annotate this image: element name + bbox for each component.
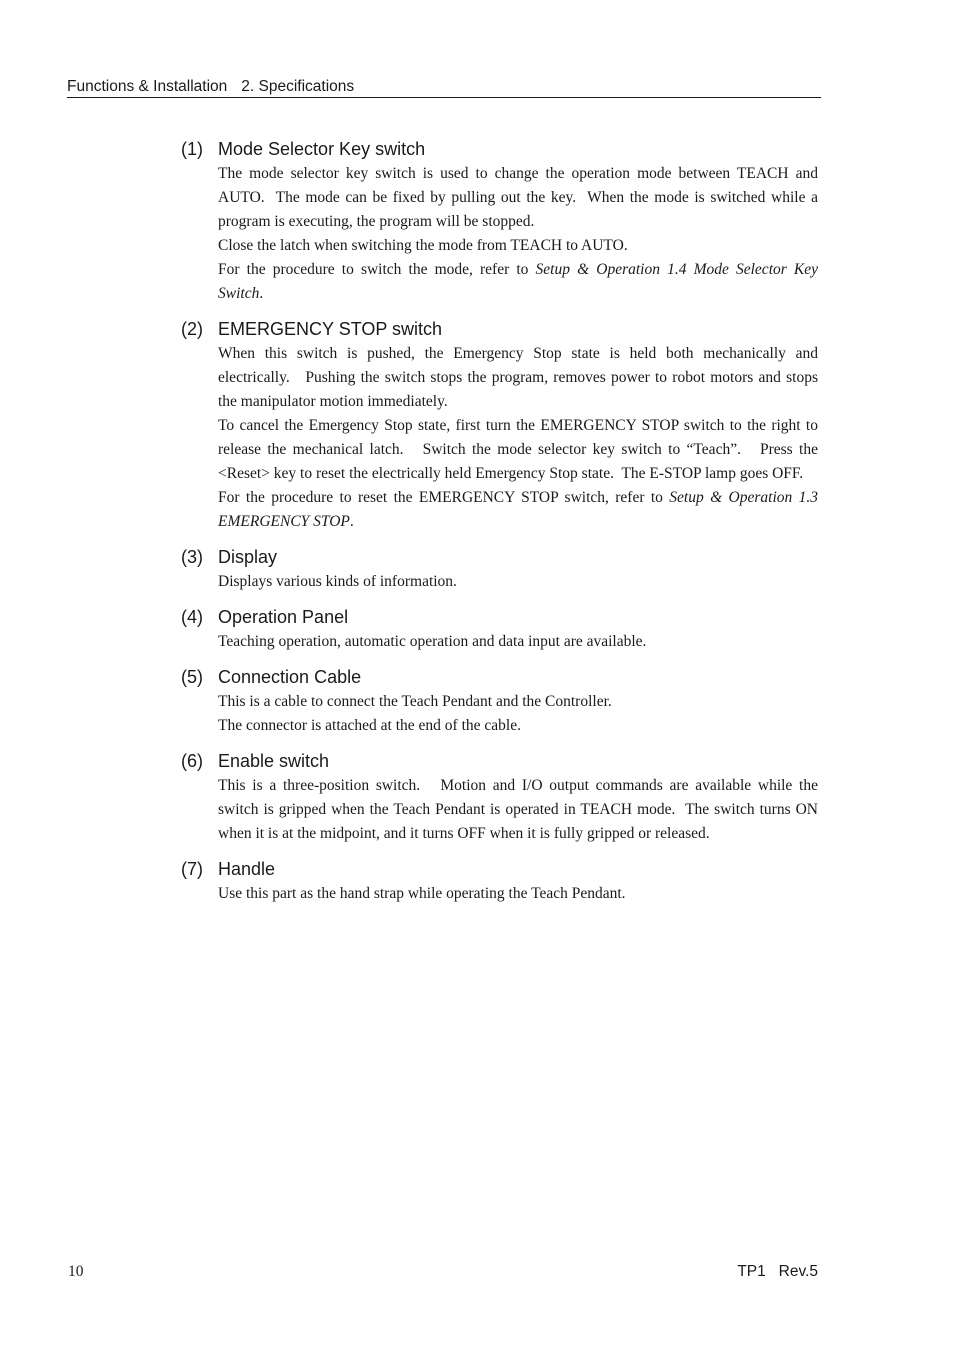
paragraph: Teaching operation, automatic operation and data input are available.	[218, 633, 647, 650]
section-heading	[181, 604, 818, 630]
section-enable-switch	[181, 748, 818, 846]
page-number: 10	[68, 1263, 84, 1280]
section-body	[218, 570, 818, 594]
section-body	[218, 690, 818, 738]
document-revision: TP1 Rev.5	[737, 1263, 818, 1280]
section-body	[218, 630, 818, 654]
section-body	[218, 882, 818, 906]
manual-reference: Setup & Operation 1.3 EMERGENCY STOP	[218, 489, 818, 530]
paragraph: The mode selector key switch is used to change the operation mode between TEACH and AUTO. The mode can be fixed by pulling out the key. When the mode is switched while a program is executing, the program will be stopped.	[218, 165, 818, 230]
section-heading	[181, 856, 818, 882]
section-title: Handle	[218, 859, 276, 879]
paragraph: When this switch is pushed, the Emergency Stop state is held both mechanically and electrically. Pushing the switch stops the program, removes power to robot motors and stops the manipulator motion immediately.	[218, 345, 818, 410]
section-handle	[181, 856, 818, 906]
section-body	[218, 162, 818, 306]
section-title: Connection Cable	[218, 667, 362, 687]
section-heading	[181, 664, 818, 690]
section-number: (3)	[181, 547, 203, 567]
section-number: (5)	[181, 667, 203, 687]
section-connection-cable	[181, 664, 818, 738]
header-section: Functions & Installation	[67, 78, 228, 95]
section-number: (1)	[181, 139, 203, 159]
reference-tail: .	[259, 285, 264, 302]
section-body	[218, 774, 818, 846]
paragraph: Displays various kinds of information.	[218, 573, 457, 590]
section-number: (7)	[181, 859, 203, 879]
paragraph: The connector is attached at the end of the cable.	[218, 717, 521, 734]
running-header	[67, 77, 821, 98]
section-mode-selector-key-switch	[181, 136, 818, 306]
section-number: (4)	[181, 607, 203, 627]
header-chapter: 2. Specifications	[241, 78, 355, 95]
section-title: Display	[218, 547, 278, 567]
paragraph-reference	[218, 258, 818, 306]
section-body	[218, 342, 818, 534]
section-number: (6)	[181, 751, 203, 771]
section-heading	[181, 316, 818, 342]
reference-lead: For the procedure to switch the mode, refer to	[218, 261, 536, 278]
reference-tail: .	[349, 513, 354, 530]
paragraph: This is a three-position switch. Motion and I/O output commands are available while the switch is gripped when the Teach Pendant is operated in TEACH mode. The switch turns ON when it is at the midpoint, and it turns OFF when it is fully gripped or released.	[218, 777, 818, 842]
section-title: EMERGENCY STOP switch	[218, 319, 443, 339]
section-title: Enable switch	[218, 751, 330, 771]
section-display	[181, 544, 818, 594]
paragraph: Use this part as the hand strap while operating the Teach Pendant.	[218, 885, 626, 902]
page-content	[181, 136, 818, 916]
section-heading	[181, 544, 818, 570]
section-heading	[181, 748, 818, 774]
paragraph: Close the latch when switching the mode from TEACH to AUTO.	[218, 237, 628, 254]
section-heading	[181, 136, 818, 162]
paragraph: This is a cable to connect the Teach Pendant and the Controller.	[218, 693, 612, 710]
section-title: Operation Panel	[218, 607, 349, 627]
reference-lead: For the procedure to reset the EMERGENCY STOP switch, refer to	[218, 489, 670, 506]
section-title: Mode Selector Key switch	[218, 139, 426, 159]
paragraph: To cancel the Emergency Stop state, first turn the EMERGENCY STOP switch to the right to release the mechanical latch. Switch the mode selector key switch to “Teach”. Press the <Reset> key to reset the electrically held Emergency Stop state. The E-STOP lamp goes OFF.	[218, 417, 818, 482]
paragraph-reference	[218, 486, 818, 534]
manual-reference: Setup & Operation 1.4 Mode Selector Key Switch	[218, 261, 818, 302]
section-emergency-stop-switch	[181, 316, 818, 534]
section-operation-panel	[181, 604, 818, 654]
section-number: (2)	[181, 319, 203, 339]
